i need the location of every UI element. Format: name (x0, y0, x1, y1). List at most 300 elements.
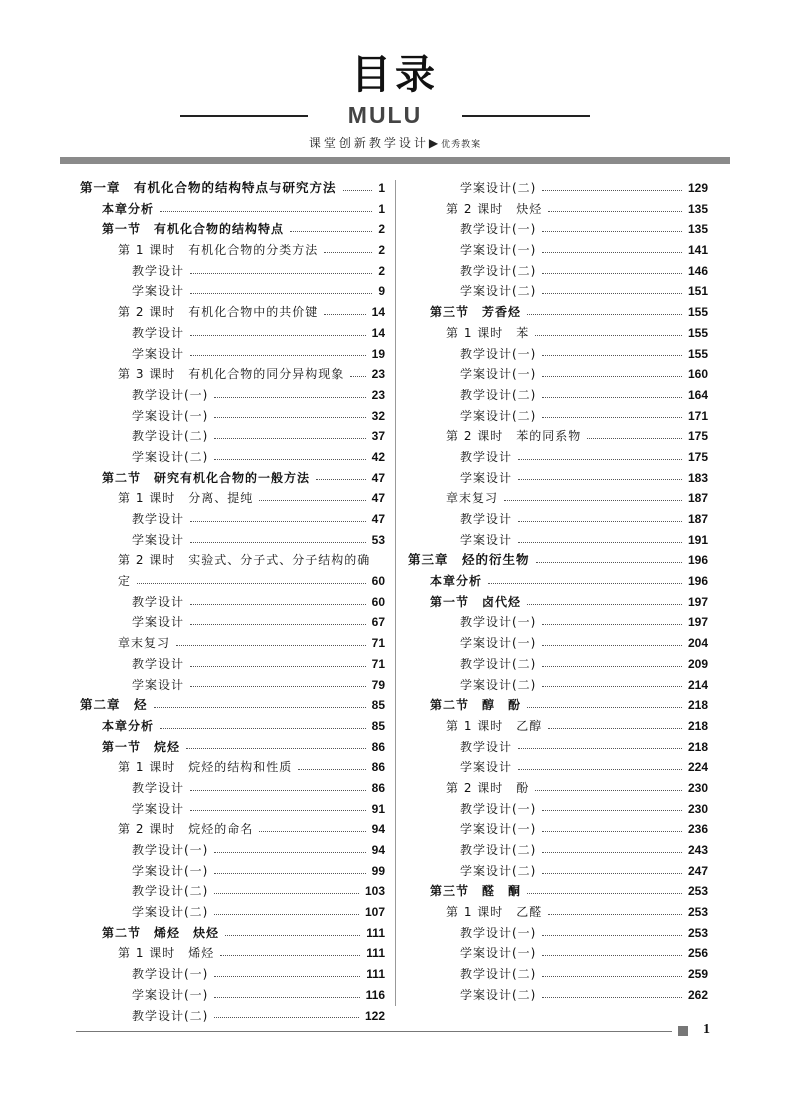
toc-entry-page: 187 (687, 491, 708, 506)
toc-entry-page: 103 (364, 884, 385, 899)
toc-entry[interactable] (80, 281, 385, 302)
toc-entry[interactable] (408, 799, 708, 820)
dot-leader (298, 769, 365, 770)
toc-entry[interactable] (408, 985, 708, 1006)
toc-entry-page: 85 (371, 698, 385, 713)
toc-entry-title: 第三节 芳香烃 (430, 305, 522, 320)
dot-leader (259, 831, 365, 832)
toc-entry[interactable] (408, 695, 708, 716)
toc-entry-page: 86 (371, 780, 385, 795)
mulu-label: MULU (347, 102, 423, 128)
toc-entry-title: 教学设计(二) (132, 884, 209, 899)
toc-entry[interactable] (408, 240, 708, 261)
dot-leader (214, 997, 359, 998)
toc-entry-page: 204 (687, 636, 708, 651)
toc-entry[interactable] (80, 716, 385, 737)
dot-leader (518, 748, 682, 749)
toc-entry-page: 196 (687, 553, 708, 568)
dot-leader (527, 893, 682, 894)
toc-entry[interactable] (80, 819, 385, 840)
toc-entry[interactable] (80, 364, 385, 385)
toc-entry-page: 111 (366, 925, 385, 940)
dot-leader (518, 521, 682, 522)
footer-rule (76, 1031, 672, 1032)
toc-entry-page: 23 (371, 367, 385, 382)
toc-entry[interactable] (80, 964, 385, 985)
toc-left-column (80, 178, 385, 1026)
toc-entry-page: 243 (687, 843, 708, 857)
toc-entry-title: 教学设计(一) (460, 346, 537, 361)
dot-leader (214, 459, 365, 460)
toc-entry-title: 第 2 课时 实验式、分子式、分子结构的确 (118, 553, 371, 568)
toc-entry[interactable] (408, 323, 708, 344)
toc-entry[interactable] (80, 737, 385, 758)
toc-entry[interactable] (80, 447, 385, 468)
toc-entry-page: 164 (687, 387, 708, 402)
toc-entry-title: 教学设计(二) (460, 387, 537, 402)
toc-entry-title: 定 (118, 574, 132, 589)
toc-entry[interactable] (80, 757, 385, 778)
toc-entry-page: 230 (687, 780, 708, 795)
toc-entry-page: 155 (687, 325, 708, 340)
dot-leader (587, 438, 682, 439)
toc-entry-page: 262 (687, 987, 708, 1002)
toc-entry-page: 71 (371, 636, 385, 651)
toc-entry[interactable] (80, 468, 385, 489)
toc-entry[interactable] (80, 509, 385, 530)
toc-entry[interactable] (80, 654, 385, 675)
dot-leader (548, 914, 682, 915)
toc-entry-page: 160 (687, 367, 708, 382)
dot-leader (214, 976, 360, 977)
toc-entry-title: 教学设计(一) (132, 387, 209, 402)
toc-entry[interactable] (80, 799, 385, 820)
toc-entry[interactable] (80, 261, 385, 282)
toc-entry-title: 教学设计 (132, 656, 185, 671)
dot-leader (214, 893, 359, 894)
toc-entry[interactable] (408, 654, 708, 675)
toc-entry-page: 1 (378, 181, 385, 195)
toc-entry-page: 230 (687, 801, 708, 816)
dot-leader (190, 686, 366, 687)
toc-entry-page: 247 (687, 863, 708, 878)
toc-entry[interactable] (408, 592, 708, 613)
toc-entry[interactable] (80, 219, 385, 240)
dot-leader (542, 935, 682, 936)
toc-entry-title: 学案设计(一) (132, 408, 209, 423)
toc-entry[interactable] (408, 923, 708, 944)
toc-entry-title: 教学设计(二) (460, 843, 537, 857)
dot-leader (542, 852, 682, 853)
toc-entry-page: 191 (687, 532, 708, 547)
toc-entry-title: 第三章 烃的衍生物 (408, 552, 530, 568)
toc-entry[interactable] (408, 840, 708, 861)
dot-leader (542, 231, 682, 232)
toc-entry-page: 135 (687, 222, 708, 237)
dot-leader (527, 314, 682, 315)
toc-entry[interactable] (408, 178, 708, 199)
toc-entry-page: 47 (371, 491, 385, 506)
toc-entry-page: 209 (687, 656, 708, 671)
dot-leader (542, 686, 682, 687)
dot-leader (343, 190, 373, 191)
dot-leader (190, 624, 366, 625)
arrow-icon: ▶ (428, 136, 442, 150)
toc-entry-page: 99 (371, 863, 385, 878)
toc-entry-page: 253 (687, 884, 708, 899)
toc-entry-title: 第一章 有机化合物的结构特点与研究方法 (80, 180, 337, 195)
toc-entry[interactable] (80, 1006, 385, 1027)
toc-entry-title: 第二节 烯烃 炔烃 (102, 925, 220, 940)
toc-entry[interactable] (408, 426, 708, 447)
toc-entry-page: 256 (687, 946, 708, 961)
toc-entry-page: 67 (371, 615, 385, 630)
toc-entry[interactable] (80, 530, 385, 551)
dot-leader (535, 335, 682, 336)
toc-entry-title: 第二节 研究有机化合物的一般方法 (102, 470, 311, 485)
toc-entry[interactable] (408, 737, 708, 758)
dot-leader (225, 935, 360, 936)
toc-entry[interactable] (80, 985, 385, 1006)
toc-entry-title: 教学设计(一) (460, 222, 537, 237)
toc-entry-page: 253 (687, 905, 708, 920)
dot-leader (504, 500, 682, 501)
toc-entry-title: 第 2 课时 酚 (446, 780, 530, 795)
toc-entry[interactable] (80, 675, 385, 696)
dot-leader (535, 790, 682, 791)
toc-entry-page: 253 (687, 925, 708, 940)
toc-entry[interactable] (408, 488, 708, 509)
toc-entry-page: 42 (371, 449, 385, 464)
toc-entry[interactable] (80, 695, 385, 716)
toc-entry[interactable] (408, 530, 708, 551)
toc-entry[interactable] (80, 178, 385, 199)
toc-entry[interactable] (80, 488, 385, 509)
toc-entry[interactable] (408, 468, 708, 489)
toc-entry-title: 教学设计 (132, 263, 185, 278)
dot-leader (542, 976, 682, 977)
toc-entry-page: 71 (371, 656, 385, 671)
dot-leader (536, 562, 682, 563)
toc-entry-page: 94 (371, 822, 385, 837)
toc-entry-page: 91 (371, 801, 385, 816)
toc-entry-page: 111 (366, 967, 385, 982)
toc-entry-page: 197 (687, 594, 708, 609)
toc-entry[interactable] (80, 571, 385, 592)
toc-entry-title: 教学设计 (132, 325, 185, 340)
toc-entry[interactable] (80, 199, 385, 220)
toc-entry[interactable] (408, 344, 708, 365)
toc-right-column (408, 178, 708, 1006)
toc-entry[interactable] (80, 385, 385, 406)
dot-leader (190, 521, 366, 522)
dot-leader (542, 624, 682, 625)
toc-entry-title: 第 2 课时 苯的同系物 (446, 429, 582, 444)
dot-leader (518, 542, 682, 543)
dot-leader (214, 852, 365, 853)
toc-entry-page: 94 (371, 843, 385, 857)
toc-entry-title: 教学设计(二) (460, 263, 537, 278)
toc-entry-title: 学案设计(一) (460, 636, 537, 651)
toc-entry-title: 第 2 课时 有机化合物中的共价键 (118, 305, 319, 320)
toc-entry[interactable] (80, 778, 385, 799)
toc-entry[interactable] (80, 943, 385, 964)
toc-entry[interactable] (80, 612, 385, 633)
toc-entry-title: 学案设计(二) (460, 284, 537, 299)
footer-square-icon (678, 1026, 688, 1036)
dot-leader (527, 604, 682, 605)
toc-entry-title: 第 1 课时 苯 (446, 325, 530, 340)
toc-entry[interactable] (408, 778, 708, 799)
toc-entry-title: 学案设计 (132, 801, 185, 816)
toc-entry-page: 116 (365, 987, 385, 1002)
toc-entry-page: 129 (687, 181, 708, 195)
toc-entry[interactable] (80, 240, 385, 261)
toc-entry-title: 章末复习 (446, 491, 499, 506)
toc-entry[interactable] (408, 861, 708, 882)
column-divider (395, 180, 396, 1006)
toc-entry[interactable] (408, 633, 708, 654)
toc-entry-page: 2 (378, 243, 385, 258)
toc-entry-title: 第 1 课时 乙醇 (446, 718, 543, 733)
toc-entry[interactable] (408, 612, 708, 633)
toc-entry-page: 23 (371, 387, 385, 402)
dot-leader (259, 500, 365, 501)
toc-entry-title: 教学设计 (132, 512, 185, 526)
toc-entry-title: 教学设计(一) (460, 615, 537, 630)
toc-entry-title: 教学设计(一) (460, 925, 537, 940)
dot-leader (160, 211, 372, 212)
toc-entry[interactable] (408, 819, 708, 840)
dot-leader (316, 479, 366, 480)
toc-entry-page: 2 (378, 263, 385, 278)
toc-entry-title: 学案设计 (132, 346, 185, 361)
toc-entry[interactable] (408, 964, 708, 985)
toc-entry-title: 学案设计 (132, 284, 185, 299)
toc-entry-page: 14 (371, 305, 385, 320)
dot-leader (214, 873, 365, 874)
dot-leader (518, 459, 682, 460)
toc-entry-title: 教学设计(二) (132, 429, 209, 444)
toc-entry-title: 本章分析 (430, 574, 483, 589)
toc-entry-title: 第 1 课时 有机化合物的分类方法 (118, 243, 319, 258)
dot-leader (190, 273, 372, 274)
dot-leader (542, 190, 682, 191)
mulu-banner (180, 102, 590, 128)
dot-leader (542, 666, 682, 667)
toc-entry[interactable] (408, 757, 708, 778)
dot-leader (542, 376, 682, 377)
toc-entry-page: 122 (364, 1008, 385, 1023)
toc-entry[interactable] (408, 675, 708, 696)
dot-leader (542, 831, 682, 832)
page-title: 目录 (351, 52, 439, 98)
toc-entry[interactable] (80, 323, 385, 344)
toc-entry-title: 学案设计 (132, 615, 185, 630)
toc-entry-page: 218 (687, 698, 708, 713)
dot-leader (214, 1017, 359, 1018)
toc-entry-title: 教学设计(二) (460, 967, 537, 982)
toc-entry[interactable] (408, 281, 708, 302)
toc-entry-title: 第 2 课时 烷烃的命名 (118, 822, 254, 837)
dot-leader (542, 417, 682, 418)
page-number: 1 (703, 1022, 710, 1037)
toc-entry-title: 学案设计(二) (460, 181, 537, 195)
dot-leader (527, 707, 682, 708)
toc-entry-title: 教学设计(一) (132, 843, 209, 857)
dot-leader (542, 252, 682, 253)
toc-entry-page: 111 (366, 946, 385, 961)
dot-leader (176, 645, 366, 646)
dot-leader (542, 293, 682, 294)
toc-entry-page: 214 (687, 677, 708, 692)
dot-leader (154, 707, 366, 708)
toc-entry[interactable] (408, 302, 708, 323)
toc-entry-page: 60 (371, 594, 385, 609)
toc-entry-title: 教学设计(二) (132, 1008, 209, 1023)
toc-entry[interactable] (408, 364, 708, 385)
toc-entry[interactable] (408, 550, 708, 571)
toc-entry-page: 60 (371, 574, 385, 589)
toc-entry[interactable] (80, 406, 385, 427)
dot-leader (518, 479, 682, 480)
toc-entry-page: 196 (687, 574, 708, 589)
dot-leader (190, 293, 372, 294)
dot-leader (324, 252, 372, 253)
dot-leader (190, 604, 366, 605)
toc-entry-page: 175 (687, 429, 708, 444)
toc-entry[interactable] (408, 219, 708, 240)
toc-entry-title: 第一节 烷烃 (102, 739, 181, 754)
dot-leader (190, 355, 366, 356)
dot-leader (214, 417, 365, 418)
toc-entry[interactable] (80, 923, 385, 944)
toc-entry-page: 218 (687, 739, 708, 754)
toc-entry-title: 教学设计 (132, 780, 185, 795)
toc-entry-page: 141 (687, 243, 708, 258)
toc-entry-title: 第 1 课时 分离、提纯 (118, 491, 254, 506)
toc-entry[interactable] (80, 840, 385, 861)
toc-entry-page: 224 (687, 760, 708, 775)
dot-leader (214, 438, 365, 439)
toc-entry[interactable] (80, 426, 385, 447)
toc-entry-page: 236 (687, 822, 708, 837)
toc-entry-title: 学案设计 (460, 470, 513, 485)
toc-entry[interactable] (80, 550, 385, 571)
toc-entry[interactable] (80, 592, 385, 613)
toc-entry[interactable] (408, 199, 708, 220)
toc-entry-title: 第二节 醇 酚 (430, 698, 522, 713)
toc-entry-page: 86 (371, 739, 385, 754)
toc-entry-title: 教学设计 (132, 594, 185, 609)
dot-leader (160, 728, 366, 729)
toc-entry-title: 第一节 有机化合物的结构特点 (102, 222, 285, 237)
toc-entry-title: 本章分析 (102, 718, 155, 733)
dot-leader (214, 914, 359, 915)
toc-entry-title: 教学设计 (460, 512, 513, 526)
toc-entry[interactable] (408, 261, 708, 282)
toc-entry-title: 第三节 醛 酮 (430, 884, 522, 899)
subtitle-text: 课堂创新教学设计 (308, 136, 429, 150)
dot-leader (542, 955, 682, 956)
dot-leader (190, 790, 366, 791)
toc-entry-page: 47 (371, 512, 385, 526)
dot-leader (548, 728, 682, 729)
toc-entry-title: 第 1 课时 乙醛 (446, 905, 543, 920)
toc-entry[interactable] (408, 509, 708, 530)
dot-leader (542, 645, 682, 646)
toc-entry-title: 学案设计(一) (132, 863, 209, 878)
toc-entry[interactable] (80, 302, 385, 323)
toc-entry-page: 107 (364, 905, 385, 920)
toc-entry-page: 183 (687, 470, 708, 485)
toc-entry[interactable] (408, 447, 708, 468)
toc-entry[interactable] (80, 902, 385, 923)
toc-entry[interactable] (408, 716, 708, 737)
toc-entry-title: 教学设计(一) (460, 801, 537, 816)
toc-entry[interactable] (80, 861, 385, 882)
toc-entry-title: 教学设计(二) (460, 656, 537, 671)
toc-entry-title: 教学设计 (460, 449, 513, 464)
toc-entry-page: 155 (687, 305, 708, 320)
toc-entry-page: 85 (371, 718, 385, 733)
dot-leader (542, 355, 682, 356)
toc-entry-title: 教学设计 (460, 739, 513, 754)
dot-leader (290, 231, 372, 232)
toc-entry-title: 学案设计(二) (460, 677, 537, 692)
toc-entry-page: 19 (371, 346, 385, 361)
toc-entry[interactable] (408, 881, 708, 902)
dot-leader (324, 314, 365, 315)
toc-entry[interactable] (408, 571, 708, 592)
toc-entry[interactable] (408, 385, 708, 406)
toc-entry[interactable] (408, 406, 708, 427)
toc-entry[interactable] (408, 902, 708, 923)
toc-entry-page: 151 (687, 284, 708, 299)
toc-entry-title: 第 1 课时 烷烃的结构和性质 (118, 760, 293, 775)
toc-entry-page: 155 (687, 346, 708, 361)
toc-entry-page: 79 (371, 677, 385, 692)
toc-entry-page: 259 (687, 967, 708, 982)
toc-entry[interactable] (408, 943, 708, 964)
dot-leader (542, 810, 682, 811)
dot-leader (542, 397, 682, 398)
toc-entry[interactable] (80, 881, 385, 902)
toc-entry-page: 86 (371, 760, 385, 775)
toc-entry-page: 175 (687, 449, 708, 464)
toc-entry-page: 53 (371, 532, 385, 547)
dot-leader (542, 873, 682, 874)
toc-entry-title: 学案设计(一) (460, 367, 537, 382)
toc-entry-title: 学案设计(二) (460, 408, 537, 423)
toc-entry-title: 学案设计(二) (132, 905, 209, 920)
dot-leader (220, 955, 360, 956)
toc-entry-title: 第 2 课时 炔烃 (446, 201, 543, 216)
header-rule (60, 157, 730, 164)
toc-entry-title: 第二章 烃 (80, 697, 148, 713)
dot-leader (190, 335, 366, 336)
toc-entry[interactable] (80, 633, 385, 654)
dot-leader (190, 542, 366, 543)
toc-entry-page: 37 (371, 429, 385, 444)
book-subtitle (0, 134, 790, 151)
toc-entry[interactable] (80, 344, 385, 365)
banner-right-rule (462, 115, 590, 117)
toc-entry-title: 学案设计(二) (460, 863, 537, 878)
toc-entry-title: 章末复习 (118, 636, 171, 651)
toc-entry-page: 47 (371, 470, 385, 485)
dot-leader (542, 997, 682, 998)
